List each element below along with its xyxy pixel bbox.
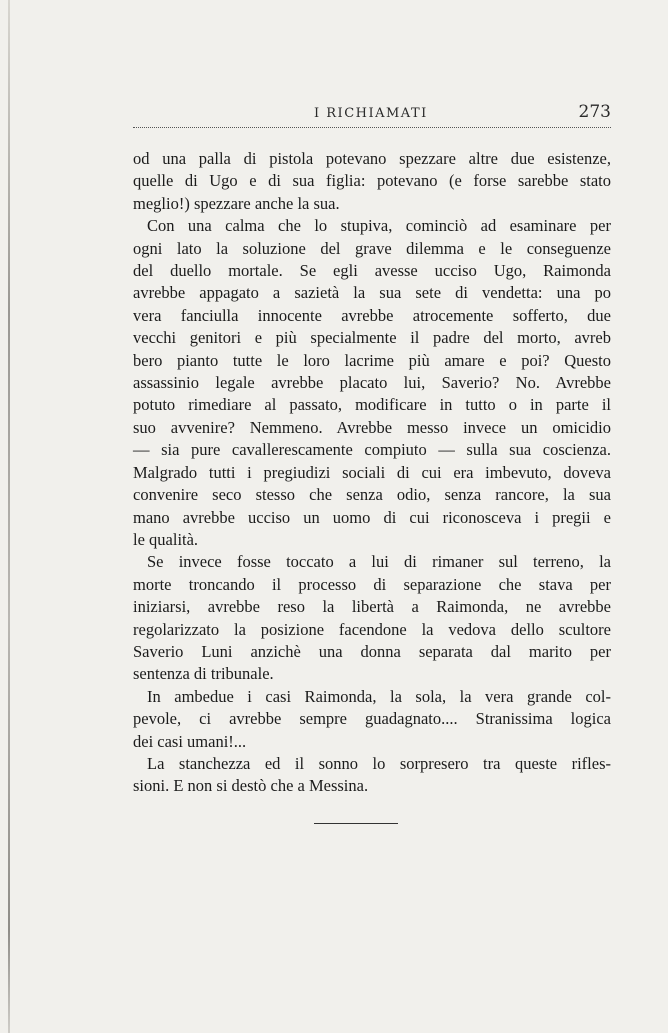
text-line: ogni lato la soluzione del grave dilemma e le conseguenze	[133, 238, 611, 258]
text-line: assassinio legale avrebbe placato lui, Saverio? No. Avrebbe	[133, 373, 611, 393]
end-of-chapter-rule	[314, 823, 398, 824]
text-line: dei casi umani!...	[133, 731, 247, 751]
running-title: I RICHIAMATI	[314, 106, 428, 121]
text-line: Con una calma che lo stupiva, cominciò ad esaminare per	[147, 216, 611, 236]
text-line: iniziarsi, avrebbe reso la libertà a Raimonda, ne avrebbe	[133, 597, 611, 617]
binding-edge	[8, 0, 10, 1033]
text-line: quelle di Ugo e di sua figlia: potevano (e forse sarebbe stato	[133, 171, 611, 191]
page-header	[133, 100, 611, 124]
text-line: — sia pure cavallerescamente compiuto — sulla sua coscienza.	[133, 440, 611, 460]
text-line: Saverio Luni anzichè una donna separata dal marito per	[133, 641, 611, 661]
text-line: La stanchezza ed il sonno lo sorpresero tra queste rifles-	[147, 753, 611, 773]
text-line: sioni. E non si destò che a Messina.	[133, 776, 369, 796]
text-line: avrebbe appagato a sazietà la sua sete di vendetta: una po	[133, 283, 611, 303]
header-rule	[133, 127, 611, 128]
body-text	[133, 148, 611, 798]
text-line: convenire seco stesso che senza odio, senza rancore, la sua	[133, 485, 611, 505]
text-line: morte troncando il processo di separazione che stava per	[133, 574, 611, 594]
text-line: bero pianto tutte le loro lacrime più amare e poi? Questo	[133, 350, 611, 370]
text-line: vecchi genitori e più specialmente il padre del morto, avreb	[133, 328, 611, 348]
text-line: mano avrebbe ucciso un uomo di cui riconosceva i pregii e	[133, 507, 611, 527]
text-line: sentenza di tribunale.	[133, 664, 274, 684]
text-line: pevole, ci avrebbe sempre guadagnato.... Stranissima logica	[133, 709, 611, 729]
text-line: suo avvenire? Nemmeno. Avrebbe messo invece un omicidio	[133, 417, 611, 437]
text-line: regolarizzato la posizione facendone la vedova dello scultore	[133, 619, 611, 639]
text-line: meglio!) spezzare anche la sua.	[133, 193, 340, 213]
text-line: del duello mortale. Se egli avesse ucciso Ugo, Raimonda	[133, 261, 611, 281]
text-line: od una palla di pistola potevano spezzare altre due esistenze,	[133, 149, 611, 168]
page-number: 273	[578, 102, 611, 122]
text-line: Se invece fosse toccato a lui di rimaner sul terreno, la	[147, 552, 611, 572]
text-line: potuto rimediare al passato, modificare in tutto o in parte il	[133, 395, 611, 415]
text-line: Malgrado tutti i pregiudizi sociali di cui era imbevuto, doveva	[133, 462, 611, 482]
text-line: le qualità.	[133, 529, 199, 549]
text-line: vera fanciulla innocente avrebbe atrocemente sofferto, due	[133, 305, 611, 325]
text-line: In ambedue i casi Raimonda, la sola, la vera grande col-	[147, 686, 611, 706]
